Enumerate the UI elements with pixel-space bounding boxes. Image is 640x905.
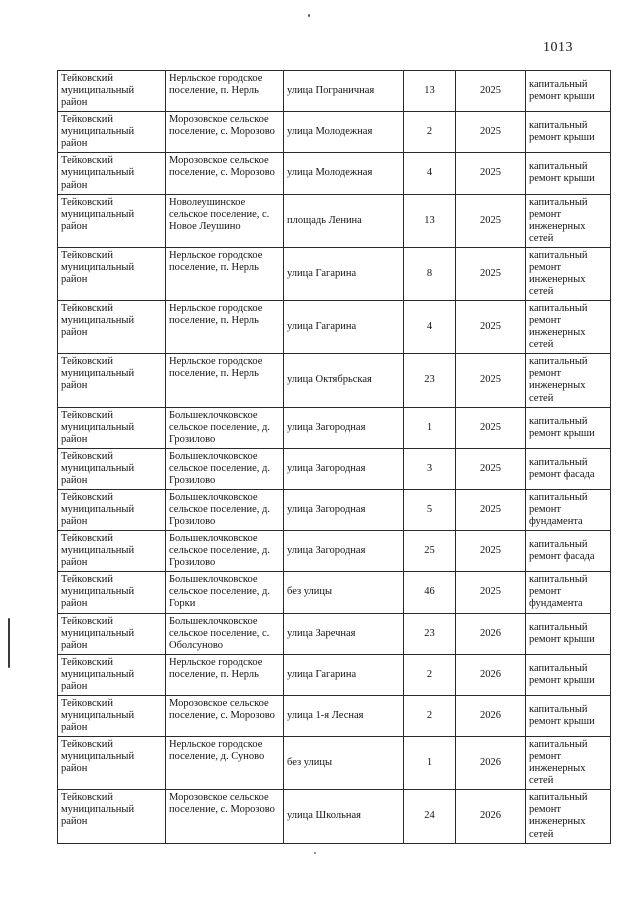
cell-street: улица Загородная xyxy=(284,407,404,448)
cell-house-number: 13 xyxy=(404,71,456,112)
table-row xyxy=(58,654,611,695)
cell-street: улица Октябрьская xyxy=(284,354,404,407)
cell-settlement: Нерльское городское поселение, п. Нерль xyxy=(166,654,284,695)
cell-district: Тейковский муниципальный район xyxy=(58,790,166,843)
cell-work-type: капитальный ремонт инженерных сетей xyxy=(526,194,611,247)
cell-year: 2025 xyxy=(456,489,526,530)
repair-schedule-table xyxy=(57,70,611,844)
cell-street: улица Гагарина xyxy=(284,654,404,695)
cell-house-number: 23 xyxy=(404,613,456,654)
cell-settlement: Морозовское сельское поселение, с. Морозово xyxy=(166,695,284,736)
cell-house-number: 1 xyxy=(404,407,456,448)
cell-work-type: капитальный ремонт инженерных сетей xyxy=(526,354,611,407)
cell-settlement: Большеклочковское сельское поселение, д. Грозилово xyxy=(166,407,284,448)
cell-settlement: Нерльское городское поселение, п. Нерль xyxy=(166,301,284,354)
cell-district: Тейковский муниципальный район xyxy=(58,407,166,448)
cell-house-number: 4 xyxy=(404,301,456,354)
cell-year: 2025 xyxy=(456,354,526,407)
cell-year: 2025 xyxy=(456,572,526,613)
table-row xyxy=(58,737,611,790)
cell-district: Тейковский муниципальный район xyxy=(58,301,166,354)
cell-settlement: Большеклочковское сельское поселение, д. Грозилово xyxy=(166,448,284,489)
cell-year: 2025 xyxy=(456,247,526,300)
cell-settlement: Морозовское сельское поселение, с. Морозово xyxy=(166,790,284,843)
cell-street: улица Загородная xyxy=(284,489,404,530)
table-row xyxy=(58,531,611,572)
table-row xyxy=(58,613,611,654)
cell-house-number: 25 xyxy=(404,531,456,572)
cell-house-number: 4 xyxy=(404,153,456,194)
cell-settlement: Большеклочковское сельское поселение, д. Грозилово xyxy=(166,531,284,572)
cell-work-type: капитальный ремонт крыши xyxy=(526,654,611,695)
cell-year: 2026 xyxy=(456,654,526,695)
cell-street: без улицы xyxy=(284,737,404,790)
cell-district: Тейковский муниципальный район xyxy=(58,572,166,613)
scan-artifact-dot-bottom xyxy=(314,852,316,854)
cell-work-type: капитальный ремонт инженерных сетей xyxy=(526,790,611,843)
table-row xyxy=(58,112,611,153)
cell-year: 2025 xyxy=(456,153,526,194)
cell-year: 2026 xyxy=(456,737,526,790)
cell-work-type: капитальный ремонт фундамента xyxy=(526,489,611,530)
table-row xyxy=(58,489,611,530)
cell-house-number: 3 xyxy=(404,448,456,489)
cell-street: улица Заречная xyxy=(284,613,404,654)
cell-street: улица Молодежная xyxy=(284,153,404,194)
cell-settlement: Нерльское городское поселение, п. Нерль xyxy=(166,354,284,407)
cell-house-number: 24 xyxy=(404,790,456,843)
table-row xyxy=(58,790,611,843)
cell-house-number: 8 xyxy=(404,247,456,300)
scan-artifact-line-left xyxy=(8,618,10,668)
cell-work-type: капитальный ремонт крыши xyxy=(526,153,611,194)
cell-house-number: 1 xyxy=(404,737,456,790)
cell-street: улица 1-я Лесная xyxy=(284,695,404,736)
cell-district: Тейковский муниципальный район xyxy=(58,448,166,489)
cell-year: 2025 xyxy=(456,71,526,112)
table-row xyxy=(58,301,611,354)
cell-district: Тейковский муниципальный район xyxy=(58,194,166,247)
cell-street: улица Пограничная xyxy=(284,71,404,112)
cell-settlement: Морозовское сельское поселение, с. Морозово xyxy=(166,153,284,194)
cell-work-type: капитальный ремонт инженерных сетей xyxy=(526,301,611,354)
cell-street: улица Загородная xyxy=(284,531,404,572)
cell-street: улица Загородная xyxy=(284,448,404,489)
cell-year: 2026 xyxy=(456,695,526,736)
cell-settlement: Большеклочковское сельское поселение, с. Оболсуново xyxy=(166,613,284,654)
cell-district: Тейковский муниципальный район xyxy=(58,613,166,654)
cell-work-type: капитальный ремонт крыши xyxy=(526,407,611,448)
cell-year: 2025 xyxy=(456,194,526,247)
table-row xyxy=(58,247,611,300)
cell-year: 2025 xyxy=(456,531,526,572)
cell-district: Тейковский муниципальный район xyxy=(58,354,166,407)
cell-street: улица Гагарина xyxy=(284,247,404,300)
cell-house-number: 46 xyxy=(404,572,456,613)
cell-district: Тейковский муниципальный район xyxy=(58,112,166,153)
table-row xyxy=(58,153,611,194)
cell-work-type: капитальный ремонт крыши xyxy=(526,71,611,112)
cell-year: 2026 xyxy=(456,613,526,654)
cell-work-type: капитальный ремонт крыши xyxy=(526,112,611,153)
cell-district: Тейковский муниципальный район xyxy=(58,153,166,194)
table-row xyxy=(58,572,611,613)
cell-work-type: капитальный ремонт фасада xyxy=(526,531,611,572)
scan-artifact-dot-top xyxy=(308,14,310,17)
cell-work-type: капитальный ремонт крыши xyxy=(526,613,611,654)
cell-district: Тейковский муниципальный район xyxy=(58,71,166,112)
cell-house-number: 13 xyxy=(404,194,456,247)
cell-settlement: Нерльское городское поселение, д. Суново xyxy=(166,737,284,790)
cell-street: улица Школьная xyxy=(284,790,404,843)
cell-year: 2025 xyxy=(456,301,526,354)
cell-settlement: Новолеушинское сельское поселение, с. Новое Леушино xyxy=(166,194,284,247)
cell-district: Тейковский муниципальный район xyxy=(58,654,166,695)
cell-work-type: капитальный ремонт инженерных сетей xyxy=(526,247,611,300)
cell-settlement: Большеклочковское сельское поселение, д. Грозилово xyxy=(166,489,284,530)
cell-street: без улицы xyxy=(284,572,404,613)
cell-year: 2026 xyxy=(456,790,526,843)
cell-settlement: Морозовское сельское поселение, с. Морозово xyxy=(166,112,284,153)
cell-street: улица Гагарина xyxy=(284,301,404,354)
table-row xyxy=(58,194,611,247)
table-row xyxy=(58,695,611,736)
cell-settlement: Нерльское городское поселение, п. Нерль xyxy=(166,71,284,112)
cell-street: площадь Ленина xyxy=(284,194,404,247)
cell-district: Тейковский муниципальный район xyxy=(58,737,166,790)
cell-work-type: капитальный ремонт крыши xyxy=(526,695,611,736)
cell-work-type: капитальный ремонт инженерных сетей xyxy=(526,737,611,790)
cell-year: 2025 xyxy=(456,448,526,489)
cell-year: 2025 xyxy=(456,112,526,153)
cell-house-number: 5 xyxy=(404,489,456,530)
cell-district: Тейковский муниципальный район xyxy=(58,695,166,736)
cell-district: Тейковский муниципальный район xyxy=(58,489,166,530)
cell-district: Тейковский муниципальный район xyxy=(58,247,166,300)
page-number: 1013 xyxy=(543,40,573,55)
cell-work-type: капитальный ремонт фасада xyxy=(526,448,611,489)
cell-house-number: 2 xyxy=(404,112,456,153)
cell-street: улица Молодежная xyxy=(284,112,404,153)
cell-house-number: 2 xyxy=(404,695,456,736)
table-row xyxy=(58,354,611,407)
cell-house-number: 2 xyxy=(404,654,456,695)
cell-work-type: капитальный ремонт фундамента xyxy=(526,572,611,613)
cell-district: Тейковский муниципальный район xyxy=(58,531,166,572)
table-row xyxy=(58,448,611,489)
cell-settlement: Большеклочковское сельское поселение, д. Горки xyxy=(166,572,284,613)
cell-house-number: 23 xyxy=(404,354,456,407)
table-row xyxy=(58,407,611,448)
table-row xyxy=(58,71,611,112)
cell-settlement: Нерльское городское поселение, п. Нерль xyxy=(166,247,284,300)
cell-year: 2025 xyxy=(456,407,526,448)
